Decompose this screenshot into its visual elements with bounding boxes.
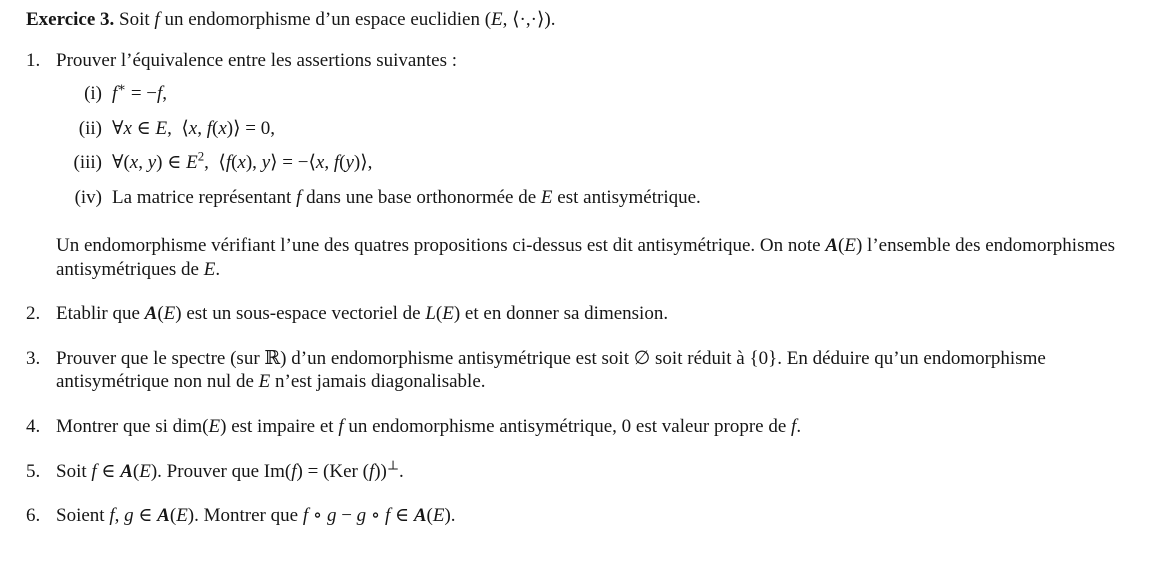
exercise-item-4 [26, 415, 1141, 439]
item-text: Prouver que le spectre (sur ℝ) d’un endomorphisme antisymétrique est soit ∅ soit réduit à {0}. En déduire qu’un endomorphisme antisymétrique non nul de E n’est jamais diagonalisable. [56, 347, 1046, 393]
item-number: 1. [26, 49, 41, 71]
assertion-text: f∗ = −f, [112, 79, 168, 105]
assertion-text: ∀x ∈ E, ⟨x, f(x)⟩ = 0, [112, 117, 275, 139]
assertion-marker: (iv) [74, 186, 102, 208]
item-number: 4. [26, 416, 41, 438]
exercise-item-3 [26, 347, 1141, 394]
assertion-ii [56, 117, 1141, 141]
item-number: 3. [26, 347, 41, 369]
item-number: 6. [26, 505, 41, 527]
exercise-item-1 [26, 49, 1141, 282]
item-text: Soient f, g ∈ A(E). Montrer que f ∘ g − g ∘ f ∈ A(E). [56, 505, 456, 527]
item-text: Etablir que A(E) est un sous-espace vectoriel de L(E) et en donner sa dimension. [56, 303, 669, 325]
assertion-marker: (iii) [73, 152, 102, 174]
assertion-i [56, 79, 1141, 106]
assertion-marker: (ii) [78, 117, 102, 139]
assertion-text: La matrice représentant f dans une base orthonormée de E est antisymétrique. [112, 186, 701, 208]
definition-note: Un endomorphisme vérifiant l’une des quatres propositions ci-dessus est dit antisymétrique. On note A(E) l’ensemble des endomorphismes antisymétriques de E. [56, 235, 1116, 280]
assertion-text: ∀(x, y) ∈ $E^2$, ⟨f(x), y⟩ = −⟨x, f(y)⟩, [112, 148, 373, 174]
item-text: Prouver l’équivalence entre les assertions suivantes : [56, 49, 457, 71]
item-text: Montrer que si dim(E) est impaire et f un endomorphisme antisymétrique, 0 est valeur propre de f. [56, 416, 802, 438]
assertion-iv [56, 186, 1141, 210]
item-number: 5. [26, 460, 41, 482]
assertion-list [56, 79, 1141, 209]
exercise-intro-text: Soit f un endomorphisme d’un espace euclidien (E, ⟨·,·⟩). [114, 9, 556, 30]
item-number: 2. [26, 303, 41, 325]
item-body [56, 49, 1141, 282]
exercise-item-5 [26, 457, 1141, 484]
exercise-header [26, 8, 1141, 32]
assertion-marker: (i) [84, 83, 102, 105]
exercise-title: Exercice 3. [26, 9, 115, 30]
exercise-item-6 [26, 504, 1141, 528]
item-text: Soit f ∈ A(E). Prouver que Im(f) = (Ker (f))⊥. [56, 457, 404, 482]
assertion-iii [56, 148, 1141, 175]
exercise-item-2 [26, 302, 1141, 326]
